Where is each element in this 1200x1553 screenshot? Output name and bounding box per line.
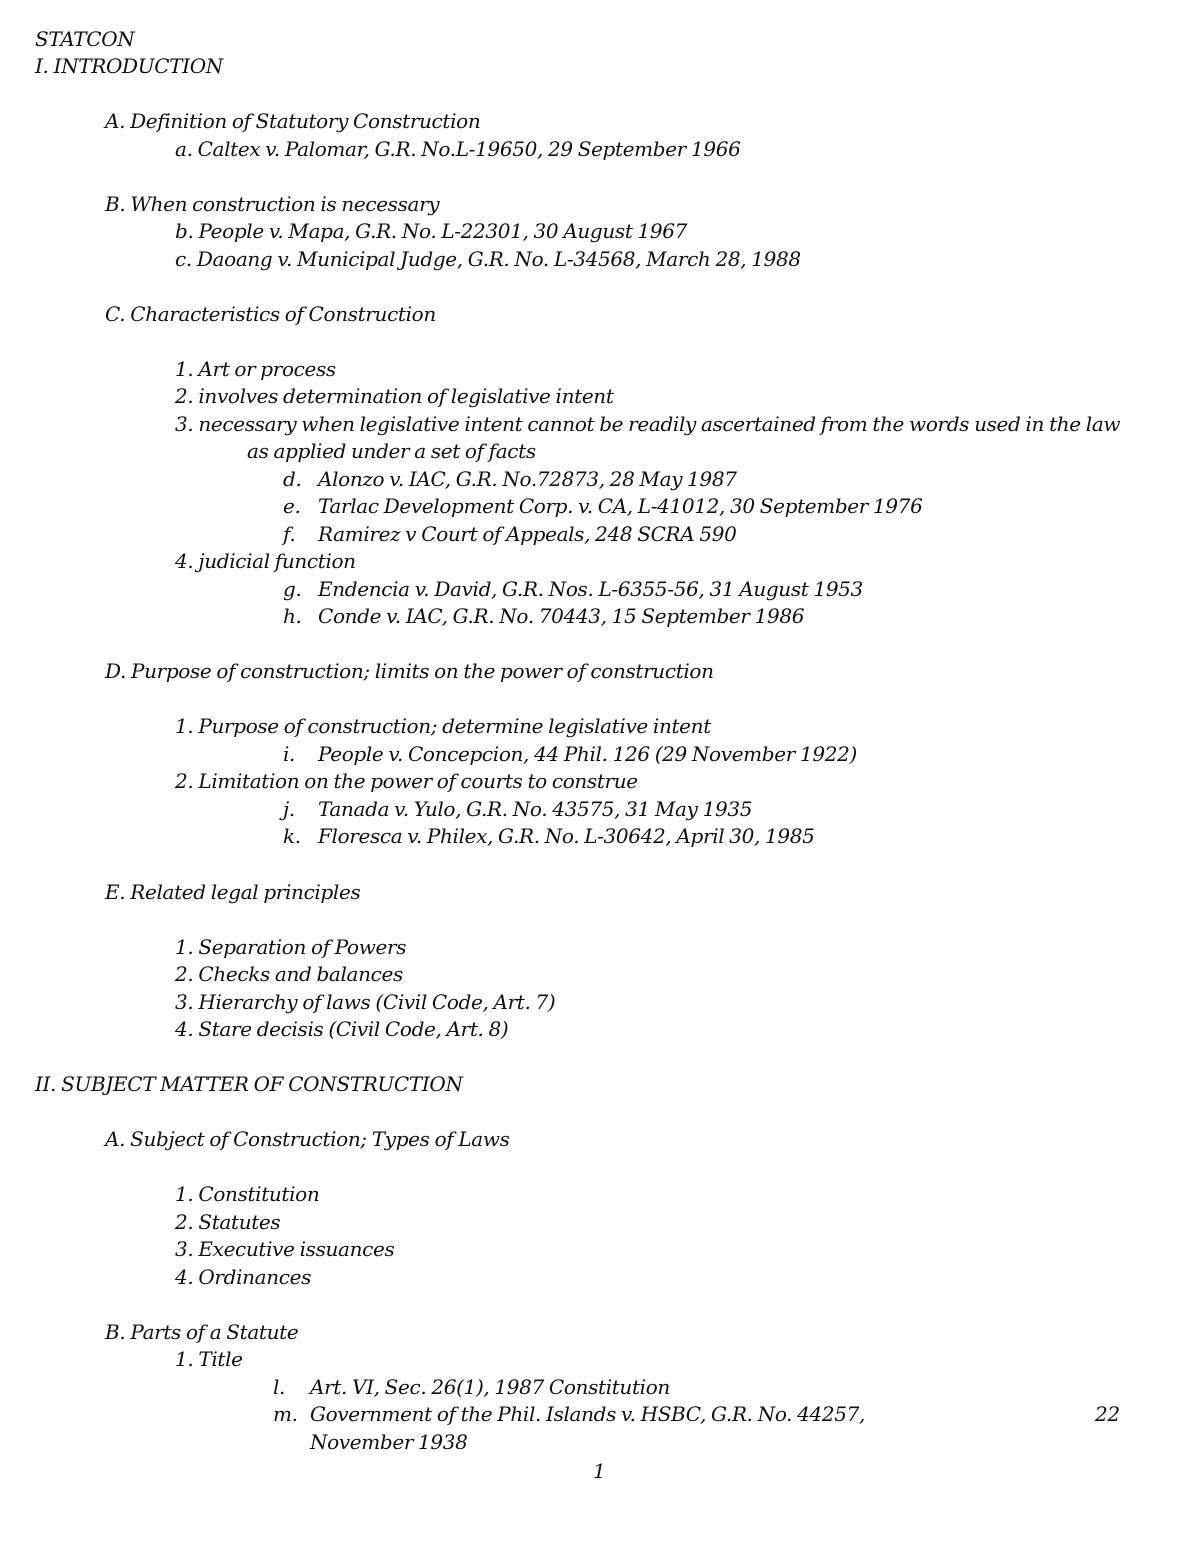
section-1b-heading: B. When construction is necessary (105, 192, 440, 216)
case-citation: Government of the Phil. Islands v. HSBC, G.R. No. 44257, (310, 1402, 866, 1426)
case-label: m. (273, 1402, 298, 1426)
case-label: e. (283, 494, 301, 518)
list-item: 2. Checks and balances (175, 962, 403, 986)
case-citation: Art. VI, Sec. 26(1), 1987 Constitution (310, 1375, 670, 1399)
case-citation: Floresca v. Philex, G.R. No. L-30642, April 30, 1985 (318, 824, 815, 848)
list-item: 4. Stare decisis (Civil Code, Art. 8) (175, 1017, 509, 1041)
list-item: 3. Executive issuances (175, 1237, 395, 1261)
section-2b-heading: B. Parts of a Statute (105, 1320, 299, 1344)
section-1e-heading: E. Related legal principles (105, 880, 361, 904)
case-label: i. (283, 742, 296, 766)
section-1c-heading: C. Characteristics of Construction (105, 302, 436, 326)
document-title: STATCON (35, 27, 135, 51)
case-item: b. People v. Mapa, G.R. No. L-22301, 30 August 1967 (175, 219, 688, 243)
section-2a-heading: A. Subject of Construction; Types of Laws (105, 1127, 510, 1151)
case-citation: Alonzo v. IAC, G.R. No.72873, 28 May 1987 (318, 467, 737, 491)
page-number: 1 (593, 1459, 606, 1483)
case-label: k. (283, 824, 301, 848)
part-1-heading: I. INTRODUCTION (35, 54, 223, 78)
section-1d-heading: D. Purpose of construction; limits on the power of construction (105, 659, 714, 683)
case-item: c. Daoang v. Municipal Judge, G.R. No. L-34568, March 28, 1988 (175, 247, 801, 271)
list-item: 4. judicial function (175, 549, 356, 573)
section-1a-heading: A. Definition of Statutory Construction (105, 109, 481, 133)
case-citation-continuation: November 1938 (310, 1430, 468, 1454)
case-item: a. Caltex v. Palomar, G.R. No.L-19650, 29 September 1966 (175, 137, 741, 161)
list-item: 1. Title (175, 1347, 243, 1371)
list-item: 2. Limitation on the power of courts to construe (175, 769, 638, 793)
case-label: h. (283, 604, 302, 628)
case-citation: Endencia v. David, G.R. Nos. L-6355-56, 31 August 1953 (318, 577, 863, 601)
case-number-fragment: 22 (1095, 1402, 1120, 1426)
case-citation: Tarlac Development Corp. v. CA, L-41012, 30 September 1976 (318, 494, 923, 518)
list-item: 1. Separation of Powers (175, 935, 407, 959)
case-label: g. (283, 577, 302, 601)
case-label: j. (283, 797, 295, 821)
case-label: l. (273, 1375, 286, 1399)
list-item: 1. Art or process (175, 357, 336, 381)
case-citation: People v. Concepcion, 44 Phil. 126 (29 November 1922) (318, 742, 857, 766)
list-item: 1. Purpose of construction; determine legislative intent (175, 714, 711, 738)
list-item: 2. involves determination of legislative intent (175, 384, 614, 408)
list-item: 3. Hierarchy of laws (Civil Code, Art. 7) (175, 990, 556, 1014)
case-citation: Ramirez v Court of Appeals, 248 SCRA 590 (318, 522, 737, 546)
case-label: f. (283, 522, 296, 546)
case-citation: Conde v. IAC, G.R. No. 70443, 15 September 1986 (318, 604, 805, 628)
case-citation: Tanada v. Yulo, G.R. No. 43575, 31 May 1935 (318, 797, 753, 821)
list-item: 2. Statutes (175, 1210, 281, 1234)
case-label: d. (283, 467, 302, 491)
list-item: 4. Ordinances (175, 1265, 312, 1289)
list-item: 3. necessary when legislative intent cannot be readily ascertained from the words used in the law (175, 412, 1121, 436)
part-2-heading: II. SUBJECT MATTER OF CONSTRUCTION (35, 1072, 463, 1096)
list-item: 1. Constitution (175, 1182, 320, 1206)
list-item-continuation: as applied under a set of facts (247, 439, 536, 463)
